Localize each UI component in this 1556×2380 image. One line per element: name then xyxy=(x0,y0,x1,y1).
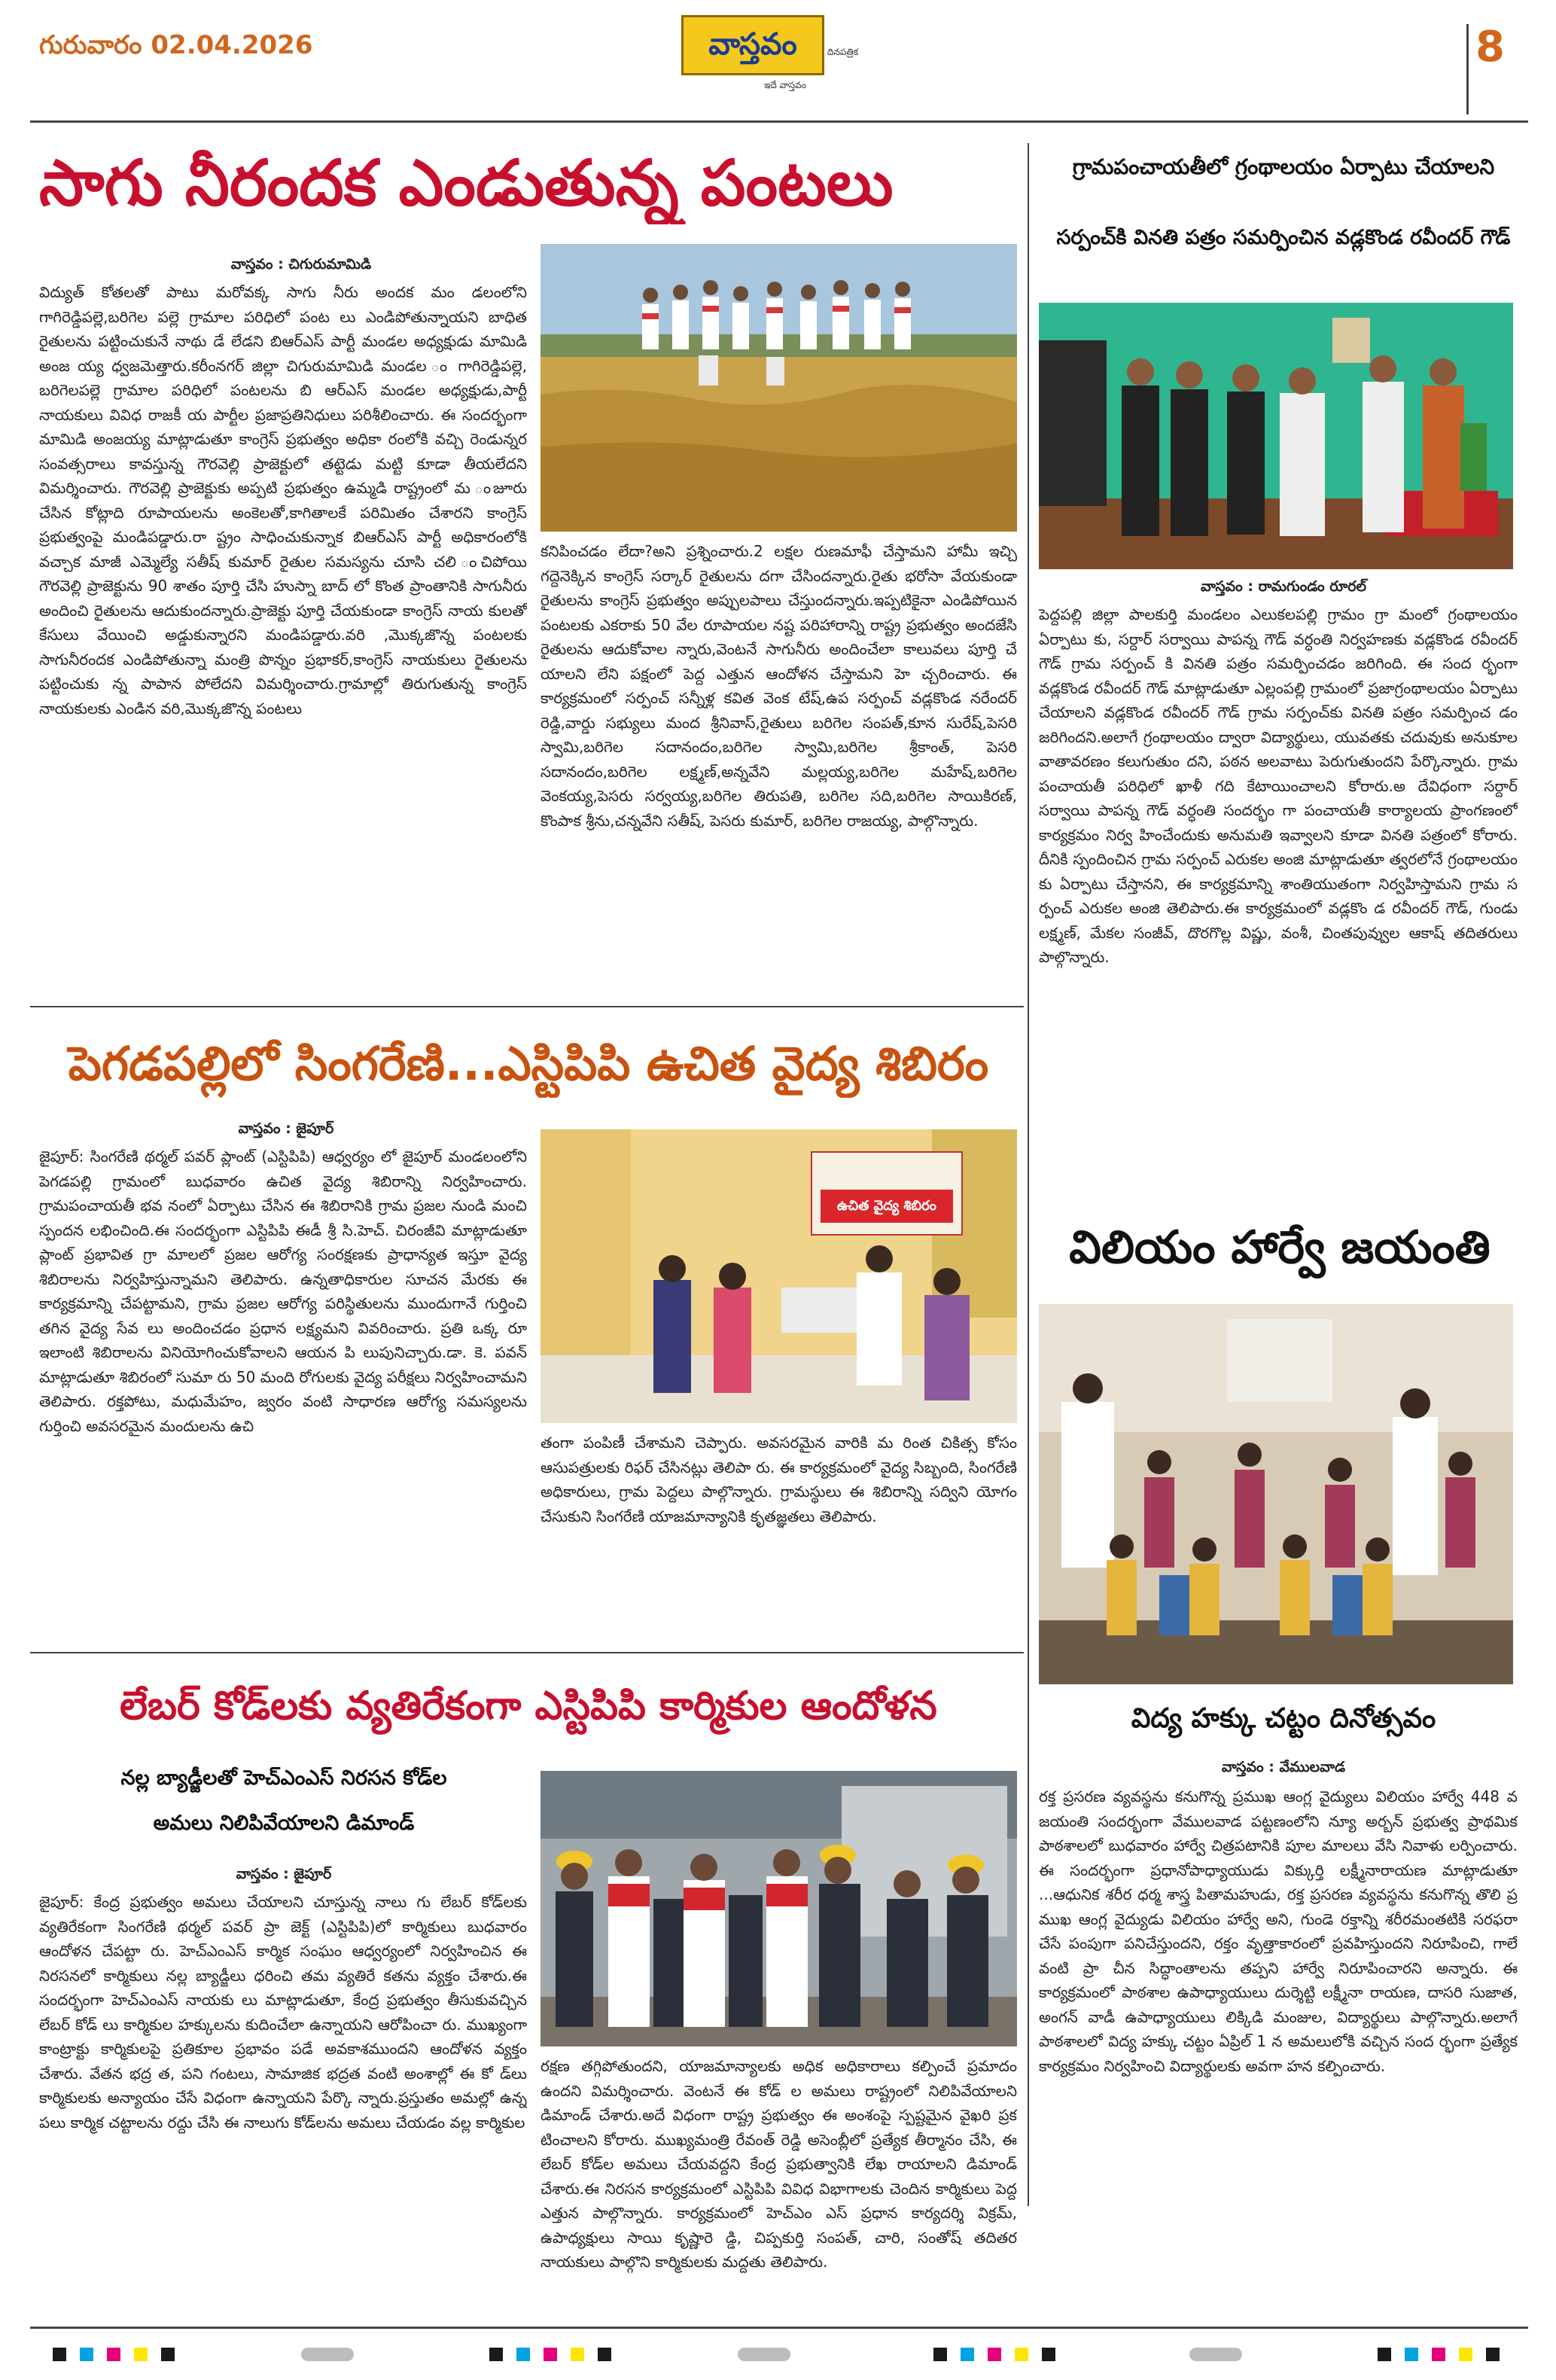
article2-text: పెద్దపల్లి జిల్లా పాలకుర్తి మండలం ఎలుకలపల్లి గ్రామం గ్రా మంలో గ్రంథాలయం ఏర్పాటు కు, సర్దార్ సర్వాయి పాపన్న గౌడ్ వర్ధంతి నిర్వహణకు వడ్లకొండ రవీందర్ గౌడ్ గ్రామ సర్పంచ్ కి వినతి పత్రం సమర్పించడం జరిగింది. ఈ సంద ర్భంగా వడ్లకొండ రవీందర్ గౌడ్ మాట్లాడుతూ ఎల్లంపల్లి గ్రామంలో ప్రజాగ్రంథాలయం ఏర్పాటు చేయాలని వడ్లకొండ రవీందర్ గౌడ్ గ్రామ సర్పంచ్‌కు వినతి పత్రం సమర్పించ డం జరిగిందని.అలాగే గ్రంథాలయం ద్వారా విద్యార్థులు, యువతకు చదువుకు అనుకూల వాతావరణం కలుగుతుం దని, పఠన అలవాటు పెరుగుతుందని పేర్కొన్నారు. గ్రామ పంచాయతీ పరిధిలో ఖాళీ గది కేటాయించాలని కోరారు.అ దేవిధంగా సర్దార్ సర్వాయి పాపన్న గౌడ్ వర్ధంతి సందర్భం గా పంచాయతీ కార్యాలయ ప్రాంగణంలో కార్యక్రమం నిర్వ హించేందుకు అనుమతి ఇవ్వాలని కూడా వినతి పత్రంలో కోరారు. దీనికి స్పందించిన గ్రామ సర్పంచ్ ఎరుకల అంజి మాట్లాడుతూ త్వరలోనే గ్రంథాలయం కు ఏర్పాటు చేస్తానని, ఈ కార్యక్రమాన్ని శాంతియుతంగా నిర్వహిస్తామని గ్రామ స ర్పంచ్ ఎరుకల అంజి తెలిపారు.ఈ కార్యక్రమంలో వడ్లకొం డ రవీందర్ గౌడ్, గుండు లక్ష్మణ్, మేకల సంజీవ్, దొరగొల్ల విష్ణు, వంశీ, చింతపువ్వుల ఆకాష్ తదితరులు పాల్గొన్నారు. xyxy=(1039,605,1518,966)
header-rule xyxy=(30,120,1528,123)
article2-photo xyxy=(1039,303,1513,569)
article5-dateline: వాస్తవం : జైపూర్ xyxy=(236,1866,332,1882)
footer-rule xyxy=(30,2327,1528,2329)
color-registration-strip-4 xyxy=(1378,2348,1500,2361)
registration-mark-3 xyxy=(1189,2348,1242,2361)
registration-mark-2 xyxy=(738,2348,790,2361)
section-divider-2 xyxy=(30,1652,1024,1653)
article1-headline: సాగు నీరందక ఎండుతున్న పంటలు xyxy=(39,146,894,220)
article5-subhead-line2: అమలు నిలిపివేయాలని డిమాండ్ xyxy=(153,1812,415,1835)
article4-photo xyxy=(1039,1304,1513,1684)
article2-headline-line2: సర్పంచ్‌కి వినతి పత్రం సమర్పించిన వడ్లకొండ రవీందర్ గౌడ్ xyxy=(1056,226,1511,249)
article5-photo xyxy=(540,1771,1017,2046)
masthead-logo: వాస్తవం xyxy=(681,15,824,75)
section-divider-1 xyxy=(30,1006,1024,1007)
header-divider-vertical xyxy=(1466,24,1469,114)
article5-col1: జైపూర్: కేంద్ర ప్రభుత్వం అమలు చేయాలని చూస్తున్న నాలు గు లేబర్ కోడ్‌లకు వ్యతిరేకంగా సింగరేణి థర్మల్ పవర్ ప్రా జెక్ట్ (ఎస్టిపిపి)లో కార్మికులు బుధవారం ఆందోళన చేపట్టా రు. హెచ్ఎంఎస్ కార్మిక సంఘం ఆధ్వర్యంలో నిర్వహించిన ఈ నిరసనలో కార్మికులు నల్ల బ్యాడ్జీలు ధరించి తమ వ్యతిరే కతను వ్యక్తం చేశారు.ఈ సందర్భంగా హెచ్ఎంఎస్ నాయకు లు మాట్లాడుతూ, కేంద్ర ప్రభుత్వం తీసుకువచ్చిన లేబర్ కోడ్ లు కార్మికుల హక్కులను కుదించేలా ఉన్నాయని ఆరోపించా రు. ముఖ్యంగా కాంట్రాక్టు కార్మికులపై ప్రతికూల ప్రభావం పడే అవకాశముందని ఆందోళన వ్యక్తం చేశారు. వేతన భద్ర త, పని గంటలు, సామాజిక భద్రత వంటి అంశాల్లో ఈ కో డ్‌లు కార్మికులకు అన్యాయం చేసే విధంగా ఉన్నాయని పేర్కొ న్నారు.ప్రస్తుతం అమల్లో ఉన్న పలు కార్మిక చట్టాలను రద్దు చేసి ఈ నాలుగు కోడ్‌లను అమలు చేయడం వల్ల కార్మికుల xyxy=(39,1893,527,2132)
article2-dateline: వాస్తవం : రామగుండం రూరల్ xyxy=(1201,578,1366,595)
article4-headline: విలియం హార్వే జయంతి xyxy=(1069,1221,1491,1274)
article3-col2: తంగా పంపిణీ చేశామని చెప్పారు. అవసరమైన వారికి మ రింత చికిత్స కోసం ఆసుపత్రులకు రిఫర్ చేసినట్లు తెలిపా రు. ఈ కార్యక్రమంలో వైద్య సిబ్బంది, సింగరేణి అధికారులు, గ్రామ పెద్దలు పాల్గొన్నారు. గ్రామస్థులు ఈ శిబిరాన్ని సద్విని యోగం చేసుకుని సింగరేణి యాజమాన్యానికి కృతజ్ఞతలు తెలిపారు. xyxy=(540,1434,1017,1525)
article1-photo xyxy=(540,244,1017,532)
masthead xyxy=(681,15,875,117)
article5-headline: లేబర్ కోడ్‌లకు వ్యతిరేకంగా ఎస్టిపిపి కార్మికుల ఆందోళన xyxy=(120,1684,937,1729)
article3-headline: పెగడపల్లిలో సింగరేణి...ఎస్టిపిపి ఉచిత వైద్య శిబిరం xyxy=(68,1036,989,1091)
column-divider-right xyxy=(1028,143,1029,2206)
article5-col2: రక్షణ తగ్గిపోతుందని, యాజమాన్యాలకు అధిక అధికారాలు కల్పించే ప్రమాదం ఉందని విమర్శించారు. వెంటనే ఈ కోడ్ ల అమలు రాష్ట్రంలో నిలిపివేయాలని డిమాండ్ చేశారు.అదే విధంగా రాష్ట్ర ప్రభుత్వం ఈ అంశంపై స్పష్టమైన వైఖరి ప్రక టించాలని కోరారు. ముఖ్యమంత్రి రేవంత్ రెడ్డి అసెంబ్లీలో ప్రత్యేక తీర్మానం చేసి, ఈ లేబర్ కోడ్‌ల అమలు చేయవద్దని కేంద్ర ప్రభుత్వానికి లేఖ రాయాలని డిమాండ్ చేశారు.ఈ నిరసన కార్యక్రమంలో ఎస్టిపిపి వివిధ విభాగాలకు చెందిన కార్మికులు పెద్ద ఎత్తున పాల్గొన్నారు. కార్యక్రమంలో హెచ్ఎం ఎస్ ప్రధాన కార్యదర్శి విక్రమ్, ఉపాధ్యక్షులు సాయి కృష్ణారె డ్డి, చిప్పకుర్తి సంపత్, చారి, సంతోష్ తదితర నాయకులు పాల్గొని కార్మికులకు మద్దతు తెలిపారు. xyxy=(540,2057,1017,2271)
color-registration-strip-2 xyxy=(489,2348,611,2361)
article4-text: రక్త ప్రసరణ వ్యవస్థను కనుగొన్న ప్రముఖ ఆంగ్ల వైద్యులు విలియం హార్వే 448 వ జయంతి సందర్భంగా వేములవాడ పట్టణంలోని న్యూ అర్బన్ ప్రభుత్వ ప్రాథమిక పాఠశాలలో బుధవారం హార్వే చిత్రపటానికి పూల మాలలు వేసి నివాళు లర్పించారు. ఈ సందర్భంగా ప్రధానోపాధ్యాయుడు విక్కుర్తి లక్ష్మీనారాయణ మాట్లాడుతూ ...ఆధునిక శరీర ధర్మ శాస్త్ర పితామహుడు, రక్త ప్రసరణ వ్యవస్థను కనుగొన్న తొలి ప్ర ముఖ ఆంగ్ల వైద్యుడు విలియం హార్వే అని, గుండె రక్తాన్ని శరీరమంతటికి సరఫరా చేసే పంపుగా పనిచేస్తుందని, రక్తం వృత్తాకారంలో ప్రవహిస్తుందని నిరూపించి, గాలే వంటి ప్రా చీన సిద్ధాంతాలను తప్పని హార్వే నిరూపించారని అన్నారు. ఈ కార్యక్రమంలో పాఠశాల ఉపాధ్యాయులు దుర్శెట్టి లక్ష్మీనా రాయణ, దాసరి సుజాత, అంగన్ వాడీ ఉపాధ్యాయులు లిక్కిడి మంజుల, విద్యార్థులు పాల్గొన్నారు.అలాగే పాఠశాలలో విద్య హక్కు చట్టం ఏప్రిల్ 1 న అమలులోకి వచ్చిన సంద ర్భంగా ప్రత్యేక కార్యక్రమం నిర్వహించి విద్యార్థులకు అవగా హన కల్పించారు. xyxy=(1039,1787,1518,2075)
registration-mark-1 xyxy=(301,2348,354,2361)
article3-dateline: వాస్తవం : జైపూర్ xyxy=(238,1120,334,1137)
page-number: 8 xyxy=(1475,23,1505,72)
article3-photo xyxy=(540,1129,1017,1423)
article2-headline-line1: గ్రామపంచాయతీలో గ్రంథాలయం ఏర్పాటు చేయాలని xyxy=(1072,154,1495,179)
article4-subhead: విద్య హక్కు చట్టం దినోత్సవం xyxy=(1131,1703,1436,1734)
article4-dateline: వాస్తవం : వేములవాడ xyxy=(1221,1759,1346,1775)
article1-dateline: వాస్తవం : చిగురుమామిడి xyxy=(230,256,372,273)
color-registration-strip-3 xyxy=(933,2348,1055,2361)
header-date: గురువారం 02.04.2026 xyxy=(39,30,313,60)
article5-subhead-line1: నల్ల బ్యాడ్జీలతో హెచ్ఎంఎస్ నిరసన కోడ్‌ల xyxy=(120,1766,447,1790)
article1-col2: కనిపించడం లేదా?అని ప్రశ్నించారు.2 లక్షల రుణమాఫీ చేస్తామని హామీ ఇచ్చి గద్దెనెక్కిన కాంగ్రెస్ సర్కార్ రైతులను దగా చేసిందన్నారు.రైతు భరోసా వేయకుండా రైతులను కాంగ్రెస్ ప్రభుత్వం అప్పులపాలు చేస్తుందన్నారు.ఇప్పటికైనా ఎండిపోయిన పంటలకు ఎకరాకు 50 వేల రూపాయల నష్ట పరిహారాన్ని రాష్ట్ర ప్రభుత్వం అందజేసి రైతులను ఆదుకోవాల న్నారు,వెంటనే సాగునీరు అందించేలా కాలువలు పూర్తి చే యాలని లేని పక్షంలో పెద్ద ఎత్తున ఆందోళన చేస్తామని హె చ్చరించారు. ఈ కార్యక్రమంలో సర్పంచ్ సన్నీళ్ల కవిత వెంక టేష్,ఉప సర్పంచ్ వడ్లకొండ నరేందర్ రెడ్డి,వార్డు సభ్యులు మంద శ్రీనివాస్,రైతులు బరిగెల సంపత్,కూన సురేష్,పెసరి స్వామి,బరిగెల సదానందం,బరిగెల స్వామి,బరిగెల శ్రీకాంత్, పెసరి సదానందం,బరిగెల లక్ష్మణ్,అన్నవేని మల్లయ్య,బరిగెల మహేష్,బరిగెల వెంకయ్య,పెసరు సర్వయ్య,బరిగెల తిరుపతి, బరిగెల సది,బరిగెల సాయికిరణ్, కొంపాక శ్రీను,చన్నవేని సతీష్, పెసరు కుమార్, బరిగెల రాజయ్య, పాల్గొన్నారు. xyxy=(540,542,1017,830)
masthead-small: దినపత్రిక xyxy=(827,47,859,57)
color-registration-strip-1 xyxy=(53,2348,175,2361)
article3-col1: జైపూర్: సింగరేణి థర్మల్ పవర్ ప్లాంట్ (ఎస్టిపిపి) ఆధ్వర్యం లో జైపూర్ మండలంలోని పెగడపల్లి గ్రామంలో బుధవారం ఉచిత వైద్య శిబిరాన్ని నిర్వహించారు. గ్రామపంచాయతీ భవ నంలో ఏర్పాటు చేసిన ఈ శిబిరానికి గ్రామ ప్రజల నుండి మంచి స్పందన లభించింది.ఈ సందర్భంగా ఎస్టిపిపి ఈడీ శ్రీ సి.హెచ్. చిరంజీవి మాట్లాడుతూ ప్లాంట్ ప్రభావిత గ్రా మాలలో ప్రజల ఆరోగ్య సంరక్షణకు ప్రాధాన్యత ఇస్తూ వైద్య శిబిరాలను నిర్వహిస్తున్నామని తెలిపారు. ఉన్నతాధికారుల సూచన మేరకు ఈ కార్యక్రమాన్ని చేపట్టామని, గ్రామ ప్రజల ఆరోగ్య పరిస్థితులను ముందుగానే గుర్తించి తగిన వైద్య సేవ లు అందించడం ప్రధాన లక్ష్యమని వివరించారు. ప్రతి ఒక్క రూ ఇలాంటి శిబిరాలను వినియోగించుకోవాలని ఆయన పి లుపునిచ్చారు.డా. కె. పవన్ మాట్లాడుతూ శిబిరంలో సుమా రు 50 మంది రోగులకు వైద్య పరీక్షలు నిర్వహించామని తెలిపారు. రక్తపోటు, మధుమేహం, జ్వరం వంటి సాధారణ ఆరోగ్య సమస్యలను గుర్తించి అవసరమైన మందులను ఉచి xyxy=(39,1147,527,1435)
article3-photo-banner: ఉచిత వైద్య శిబిరం xyxy=(837,1198,936,1214)
article1-col1: విద్యుత్ కోతలతో పాటు మరోవక్క సాగు నీరు అందక మం డలంలోని గాగిరెడ్డిపల్లె,బరిగెల పల్లె గ్రామాల పరిధిలో పంట లు ఎండిపోతున్నాయని బాధిత రైతులను పట్టించుకునే నాథు డే లేడని బిఆర్ఎస్ పార్టీ మండల అధ్యక్షుడు మామిడి అంజ య్య ధ్వజమెత్తారు.కరీంనగర్ జిల్లా చిగురుమామిడి మండల ం గాగిరెడ్డిపల్లె, బరిగెలపల్లె గ్రామాల పరిధిలో పంటలను బి ఆర్ఎస్ మండల అధ్యక్షుడు,పార్టీ నాయకులు వివిధ రాజకీ య పార్టీల ప్రజాప్రతినిధులు పరిశీలించారు. ఈ సందర్భంగా మామిడి అంజయ్య మాట్లాడుతూ కాంగ్రెస్ ప్రభుత్వం అధికా రంలోకి వచ్చి రెండున్నర సంవత్సరాలు కావస్తున్న గౌరవెల్లి ప్రాజెక్టులో తట్టెడు మట్టి కూడా తీయలేదని విమర్శించారు. గౌరవెల్లి ప్రాజెక్టుకు అప్పటి ప్రభుత్వం ఉమ్మడి రాష్ట్రంలో మ ంజూరు చేసిన కోట్లాది రూపాయలను అంకెలతో,కాగితాలకే పరిమితం చేశారని కాంగ్రెస్ ప్రభుత్వంపై మండిపడ్డారు.రా ష్ట్రం సాధించుకున్నాక బిఆర్ఎస్ పార్టీ అధికారంలోకి వచ్చాక మాజీ ఎమ్మెల్యే సతీష్ కుమార్ రైతుల సమస్యను చూసి చలి ంచిపోయి గౌరవెల్లి ప్రాజెక్టును 90 శాతం పూర్తి చేసి హుస్నా బాద్ లో కొంత ప్రాంతానికి సాగునీరు అందించి రైతులను ఆదుకుందన్నారు.ప్రాజెక్టు పూర్తి చేయకుండా కాంగ్రెస్ నాయ కులతో కేసులు వేయించి అడ్డుకున్నారని మండిపడ్డారు.వరి ,మొక్కజొన్న పంటలకు సాగునీరందక ఎండిపోతున్నా మంత్రి పొన్నం ప్రభాకర్,కాంగ్రెస్ నాయకులు రైతులను పట్టించుకు న్న పాపాన పోలేదని విమర్శించారు.గ్రామాల్లో తిరుగుతున్న కాంగ్రెస్ నాయకులకు ఎండిన వరి,మొక్కజొన్న పంటలు xyxy=(39,283,527,718)
masthead-tagline: ఇదే వాస్తవం xyxy=(764,80,806,90)
